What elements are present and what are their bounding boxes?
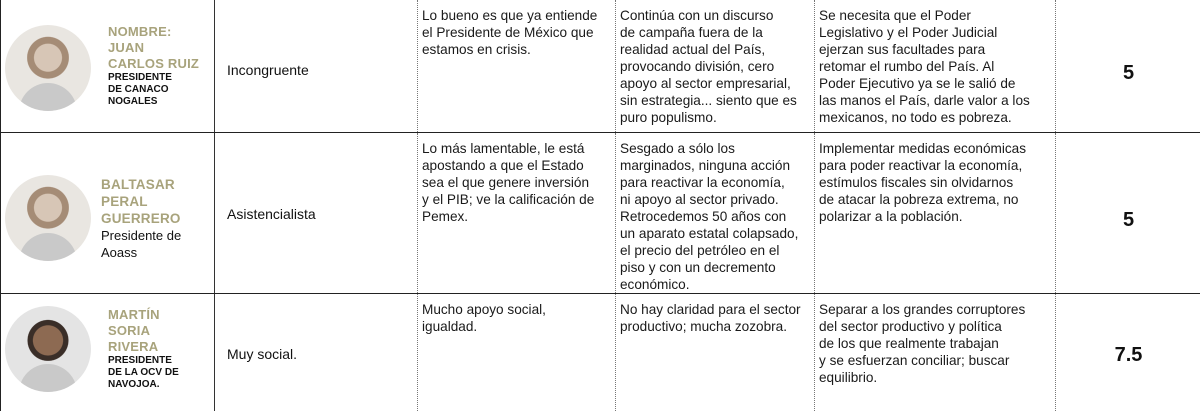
needed-cell	[815, 294, 1056, 411]
evaluation-text: Asistencialista	[227, 206, 316, 222]
needed-cell	[815, 0, 1056, 132]
evaluation-text: Muy social.	[227, 346, 298, 362]
evaluation-cell	[215, 133, 418, 293]
table-row	[1, 133, 1200, 294]
evaluation-text: Incongruente	[227, 62, 309, 78]
table-row	[1, 294, 1200, 411]
score-value: 5	[1122, 62, 1135, 84]
evaluation-cell	[215, 0, 418, 132]
evaluation-cell	[215, 294, 418, 411]
person-info	[101, 176, 212, 261]
bad-cell	[616, 133, 815, 293]
table-row	[1, 0, 1200, 133]
person-role: Presidente de Aoass	[101, 228, 182, 260]
needed-text: Implementar medidas económicas para poder reactivar la economía, estímulos fiscales sin olvidarnos de atacar la pobreza extrema, no polarizar a la población.	[819, 141, 1027, 224]
bad-text: Sesgado a sólo los marginados, ninguna acción para reactivar la economía, ni apoyo al sector privado. Retrocedemos 50 años con un aparato estatal colapsado, el precio del petróleo en el piso y con un decremento económico.	[620, 141, 799, 292]
person-cell	[1, 294, 215, 411]
bad-cell	[616, 294, 815, 411]
score-value: 7.5	[1114, 344, 1143, 366]
score-value: 5	[1122, 209, 1135, 231]
good-text: Lo bueno es que ya entiende el Presidente de México que estamos en crisis.	[422, 8, 598, 57]
good-cell	[418, 133, 616, 293]
person-cell	[1, 133, 215, 293]
score-cell	[1056, 133, 1200, 293]
bad-cell	[616, 0, 815, 132]
score-cell	[1056, 0, 1200, 132]
person-info	[108, 307, 212, 391]
avatar	[5, 25, 91, 111]
needed-cell	[815, 133, 1056, 293]
score-cell	[1056, 294, 1200, 411]
good-text: Lo más lamentable, le está apostando a que el Estado sea el que genere inversión y el PIB; ve la calificación de Pemex.	[422, 141, 595, 224]
avatar	[5, 175, 91, 261]
bad-text: No hay claridad para el sector productivo; mucha zozobra.	[620, 302, 801, 334]
avatar	[5, 306, 91, 392]
good-cell	[418, 294, 616, 411]
person-name: MARTÍN SORIA RIVERA	[108, 307, 160, 354]
bad-text: Continúa con un discurso de campaña fuera de la realidad actual del País, provocando división, cero apoyo al sector empresarial, sin estrategia... siento que es puro populismo.	[620, 8, 797, 125]
person-name: BALTASAR PERAL GUERRERO	[101, 177, 181, 226]
person-name: NOMBRE: JUAN CARLOS RUIZ	[108, 24, 200, 71]
person-role: PRESIDENTE DE CANACO NOGALES	[108, 72, 172, 107]
good-text: Mucho apoyo social, igualdad.	[422, 302, 546, 334]
good-cell	[418, 0, 616, 132]
person-role: PRESIDENTE DE LA OCV DE NAVOJOA.	[108, 355, 179, 390]
person-cell	[1, 0, 215, 132]
needed-text: Separar a los grandes corruptores del sector productivo y política de los que realmente trabajan y se esfuerzan conciliar; buscar equilibrio.	[819, 302, 1026, 385]
needed-text: Se necesita que el Poder Legislativo y el Poder Judicial ejerzan sus facultades para retomar el rumbo del País. Al Poder Ejecutivo ya se le salió de las manos el País, darle valor a los mexicanos, no todo es pobreza.	[819, 8, 1030, 125]
person-info	[108, 24, 212, 108]
